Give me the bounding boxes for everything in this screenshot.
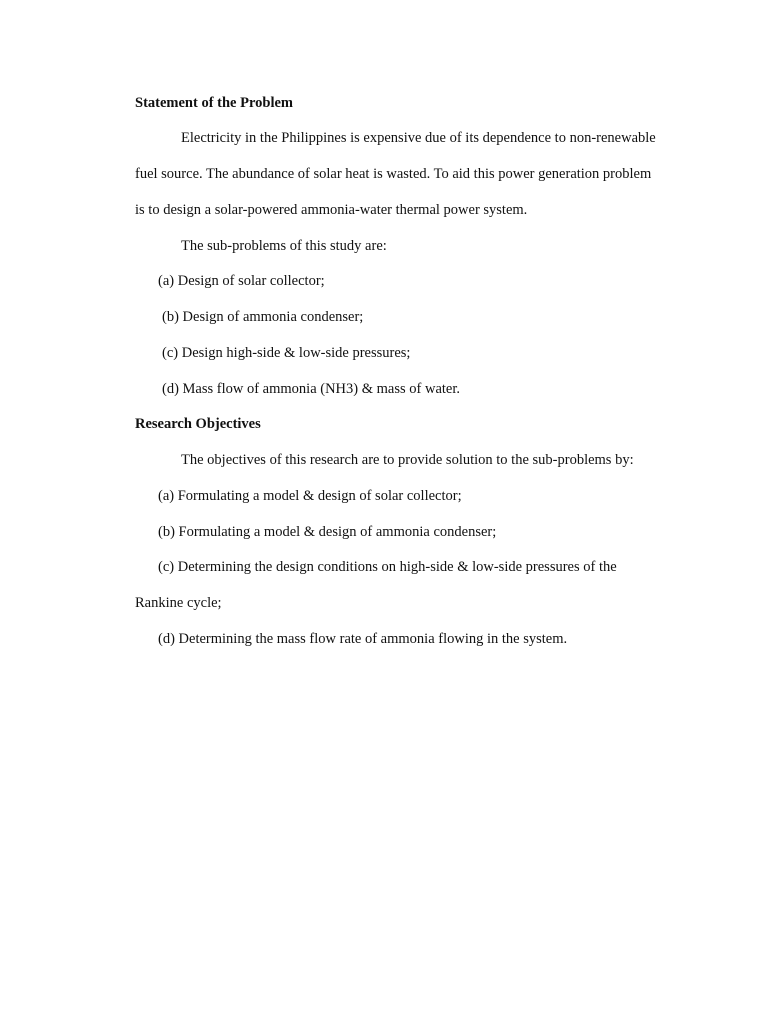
sub-problems-intro: The sub-problems of this study are: [181,238,387,254]
objective-item: (d) Determining the mass flow rate of ammonia flowing in the system. [158,631,568,647]
problem-paragraph-line: is to design a solar-powered ammonia-water thermal power system. [135,202,528,218]
problem-paragraph-line: fuel source. The abundance of solar heat is wasted. To aid this power generation problem [135,166,652,182]
objective-item: (c) Determining the design conditions on high-side & low-side pressures of the [158,559,617,575]
problem-paragraph-line: Electricity in the Philippines is expensive due of its dependence to non-renewable [181,130,656,146]
objective-item: (b) Formulating a model & design of ammonia condenser; [158,524,497,540]
sub-problem-item: (c) Design high-side & low-side pressures; [162,345,411,361]
sub-problem-item: (a) Design of solar collector; [158,273,325,289]
sub-problem-item: (b) Design of ammonia condenser; [162,309,364,325]
section-heading-objectives: Research Objectives [135,416,261,432]
sub-problem-item: (d) Mass flow of ammonia (NH3) & mass of water. [162,381,460,397]
section-heading-problem: Statement of the Problem [135,95,293,111]
objective-item: (a) Formulating a model & design of solar collector; [158,488,462,504]
objectives-intro: The objectives of this research are to provide solution to the sub-problems by: [181,452,634,468]
objective-item-continuation: Rankine cycle; [135,595,222,611]
